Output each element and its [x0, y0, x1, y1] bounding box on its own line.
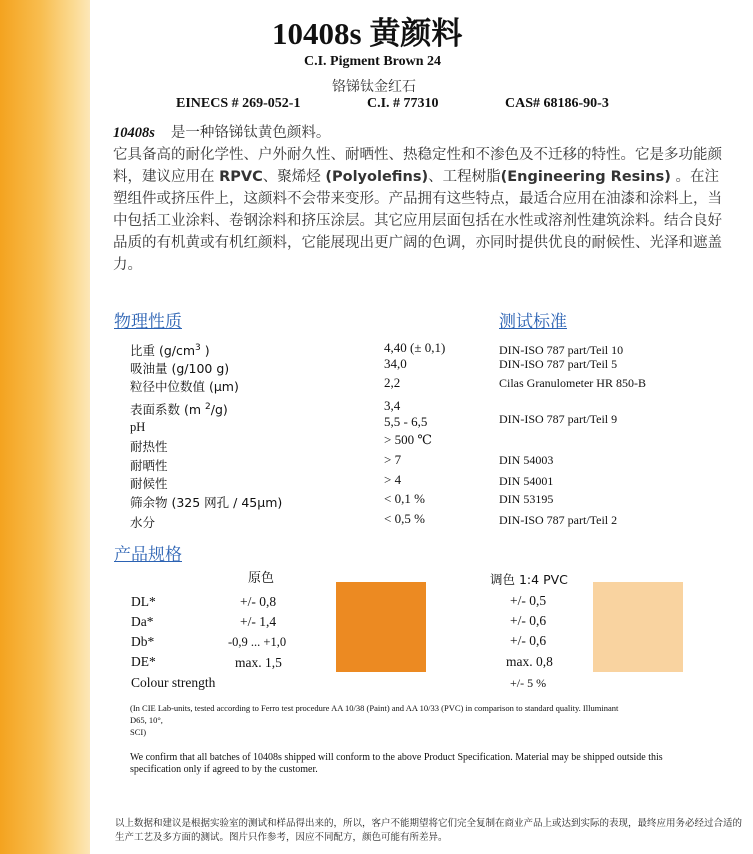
description-text-2: 、聚烯烃	[262, 169, 321, 185]
property-label: 吸油量 (g/100 g)	[130, 361, 230, 376]
tint-label: 调色 1:4 PVC	[490, 572, 568, 587]
property-label: 耐候性	[130, 476, 168, 491]
property-value: < 0,1 %	[384, 491, 425, 506]
spec-masstone-value: +/- 1,4	[240, 614, 277, 629]
test-standards-heading: 测试标准	[499, 312, 567, 332]
spec-tint-value: +/- 0,6	[510, 613, 547, 628]
spec-tint-value: +/- 0,5	[510, 593, 547, 608]
spec-label: Db*	[131, 634, 155, 649]
property-value: 3,4	[384, 398, 401, 413]
spec-masstone-value: max. 1,5	[235, 655, 282, 670]
property-value: 5,5 - 6,5	[384, 414, 428, 429]
property-value: > 7	[384, 452, 402, 467]
property-label: 耐晒性	[130, 458, 168, 473]
conformity-statement: We confirm that all batches of 10408s shipped will conform to the above Product Specification. Material may be shipped outside this specification only if agreed to by the customer.	[130, 752, 663, 775]
spec-masstone-value: +/- 0,8	[240, 594, 277, 609]
page-title: 10408s 黄颜料	[272, 16, 463, 51]
property-label: 比重 ($g/cm^3$ )	[130, 342, 210, 358]
property-value: 34,0	[384, 356, 407, 371]
masstone-color-swatch	[336, 582, 426, 672]
chinese-pigment-name: 铬锑钛金红石	[332, 79, 416, 95]
spec-tint-value: +/- 5 %	[510, 676, 547, 690]
cie-lab-note-line-2: SCI)	[130, 727, 147, 737]
spec-masstone-value: -0,9 ... +1,0	[228, 635, 287, 649]
test-standard: DIN-ISO 787 part/Teil 5	[499, 357, 618, 371]
einecs-number: EINECS # 269-052-1	[176, 96, 301, 111]
property-value: 4,40 (± 0,1)	[384, 340, 446, 355]
cas-number: CAS# 68186-90-3	[505, 96, 609, 111]
property-value: > 500 ℃	[384, 432, 432, 447]
description-bold-2: (Polyolefins)	[325, 169, 429, 185]
cie-lab-note	[130, 702, 630, 738]
physical-properties-heading: 物理性质	[114, 312, 182, 332]
test-standard: DIN-ISO 787 part/Teil 2	[499, 513, 618, 527]
property-value: 2,2	[384, 375, 401, 390]
property-value: < 0,5 %	[384, 511, 425, 526]
property-label: 水分	[130, 515, 156, 530]
test-standard: DIN-ISO 787 part/Teil 9	[499, 412, 618, 426]
description-bold-3: (Engineering Resins)	[500, 169, 671, 185]
masstone-label: 原色	[248, 571, 275, 586]
property-value: > 4	[384, 472, 402, 487]
spec-label: Colour strength	[131, 675, 216, 690]
property-label: 表面系数 (m $^2$/g)	[130, 401, 228, 417]
test-standard: DIN-ISO 787 part/Teil 10	[499, 343, 624, 357]
description-text-1: 它具备高的耐化学性、户外耐久性、耐晒性、热稳定性和不渗色及不迁移的特性。它是多功能颜料，建议应用在	[113, 147, 722, 185]
product-spec-heading: 产品规格	[114, 545, 182, 565]
tint-color-swatch	[593, 582, 683, 672]
disclaimer-footer: 以上数据和建议是根据实验室的测试和样品得出来的，所以，客户不能期望将它们完全复制在商业产品上或达到实际的表现，最终应用务必经过合适的生产工艺及多方面的测试。图片只作参考，因应不同配方，颜色可能有所差异。	[115, 818, 743, 843]
property-label: pH	[130, 420, 146, 434]
description-bold-1: RPVC	[219, 169, 263, 185]
description-text-3: 、工程树脂	[428, 169, 501, 185]
spec-tint-value: +/- 0,6	[510, 633, 547, 648]
test-standard: DIN 54001	[499, 474, 554, 488]
product-code: 10408s	[113, 125, 155, 141]
spec-label: Da*	[131, 614, 154, 629]
property-label: 粒径中位数值 (µm)	[130, 379, 239, 394]
spec-tint-value: max. 0,8	[506, 654, 553, 669]
sidebar-gradient-band	[0, 0, 90, 854]
pigment-subtitle: C.I. Pigment Brown 24	[304, 54, 442, 69]
spec-label: DE*	[131, 654, 156, 669]
test-standard: DIN 54003	[499, 453, 554, 467]
description-text-4: 。在注塑组件或挤压件上，这颜料不会带来变形。产品拥有这些特点，最适合应用在油漆和涂料上，当中包括工业涂料、卷钢涂料和挤压涂层。其它应用层面包括在水性或溶剂性建筑涂料。结合良好品质的有机黄或有机红颜料，它能展现出更广阔的色调，亦同时提供优良的耐候性、光泽和遮盖力。	[113, 169, 722, 273]
ci-number: C.I. # 77310	[367, 96, 439, 111]
test-standard: Cilas Granulometer HR 850-B	[499, 376, 646, 390]
property-label: 耐热性	[130, 439, 168, 454]
description-lead: 是一种铬锑钛黄色颜料。	[170, 125, 331, 141]
product-description	[113, 122, 733, 276]
spec-label: DL*	[131, 594, 156, 609]
cie-lab-note-line-1: (In CIE Lab-units, tested according to Ferro test procedure AA 10/38 (Paint) and AA 10/33 (PVC) in comparison to standard quality. Illuminant D65, 10°,	[130, 703, 619, 725]
test-standard: DIN 53195	[499, 492, 554, 506]
property-label: 筛余物 (325 网孔 / 45µm)	[130, 495, 283, 510]
